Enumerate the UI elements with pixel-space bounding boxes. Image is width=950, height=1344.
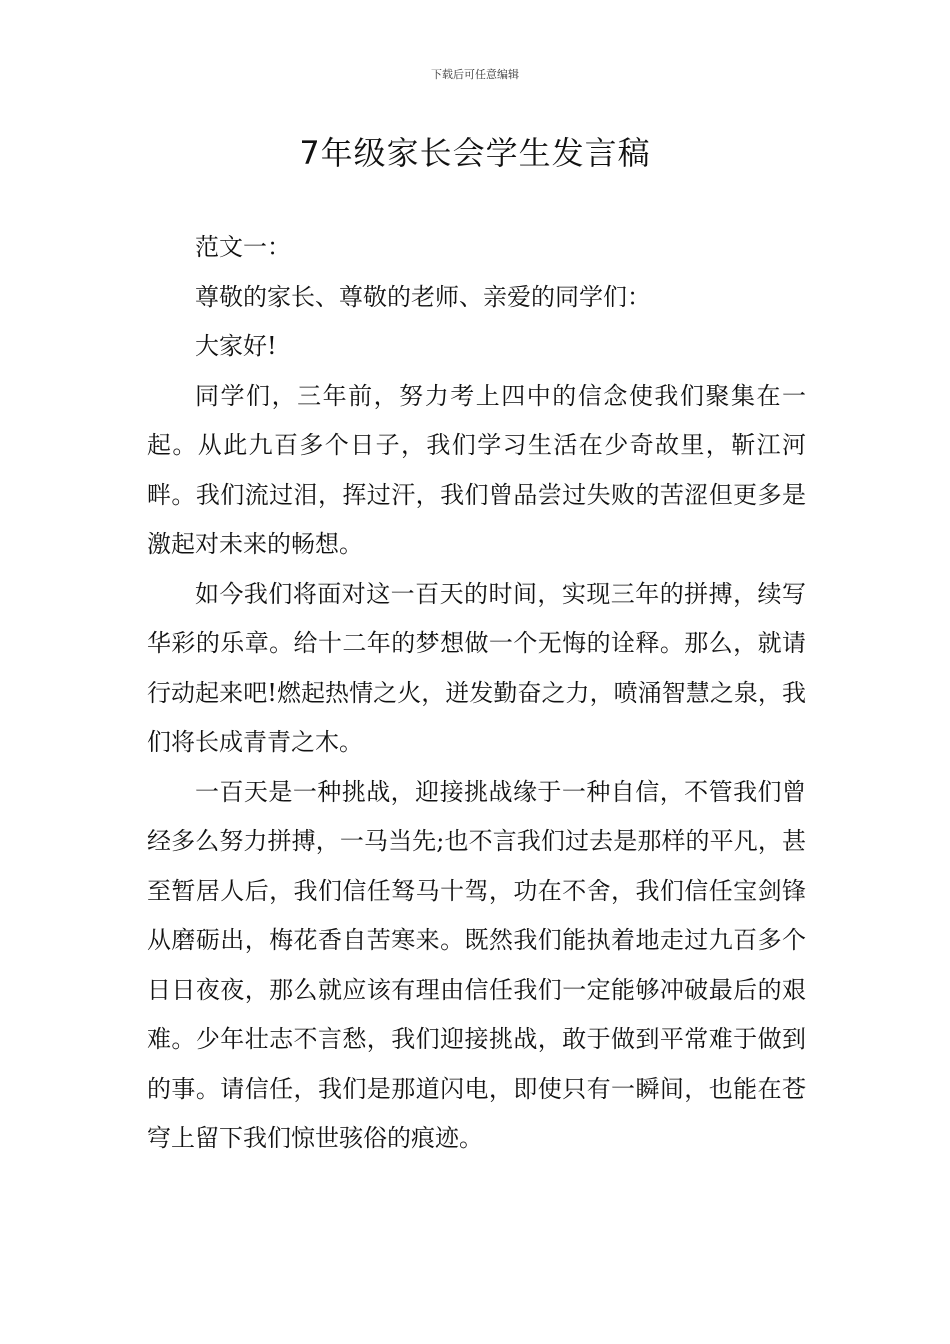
paragraph-greeting: 大家好! (195, 332, 277, 360)
document-body (147, 223, 806, 1164)
paragraph-body-1: 同学们，三年前，努力考上四中的信念使我们聚集在一起。从此九百多个日子，我们学习生活在少奇故里，靳江河畔。我们流过泪，挥过汗，我们曾品尝过失败的苦涩但更多是激起对未来的畅想。 (147, 381, 806, 558)
page-header-note: 下载后可任意编辑 (431, 68, 519, 81)
paragraph-salutation: 尊敬的家长、尊敬的老师、亲爱的同学们： (195, 282, 651, 311)
paragraph-label: 范文一： (195, 233, 291, 261)
document-title: 7年级家长会学生发言稿 (299, 134, 651, 172)
paragraph-body-3: 一百天是一种挑战，迎接挑战缘于一种自信，不管我们曾经多么努力拼搏，一马当先;也不言我们过去是那样的平凡，甚至暂居人后，我们信任驽马十驾，功在不舍，我们信任宝剑锋从磨砺出，梅花香自苦寒来。既然我们能执着地走过九百多个日日夜夜，那么就应该有理由信任我们一定能够冲破最后的艰难。少年壮志不言愁，我们迎接挑战，敢于做到平常难于做到的事。请信任，我们是那道闪电，即使只有一瞬间，也能在苍穹上留下我们惊世骇俗的痕迹。 (147, 777, 806, 1152)
paragraph-body-2: 如今我们将面对这一百天的时间，实现三年的拼搏，续写华彩的乐章。给十二年的梦想做一个无悔的诠释。那么，就请行动起来吧!燃起热情之火，迸发勤奋之力，喷涌智慧之泉，我们将长成青青之木。 (147, 579, 806, 756)
